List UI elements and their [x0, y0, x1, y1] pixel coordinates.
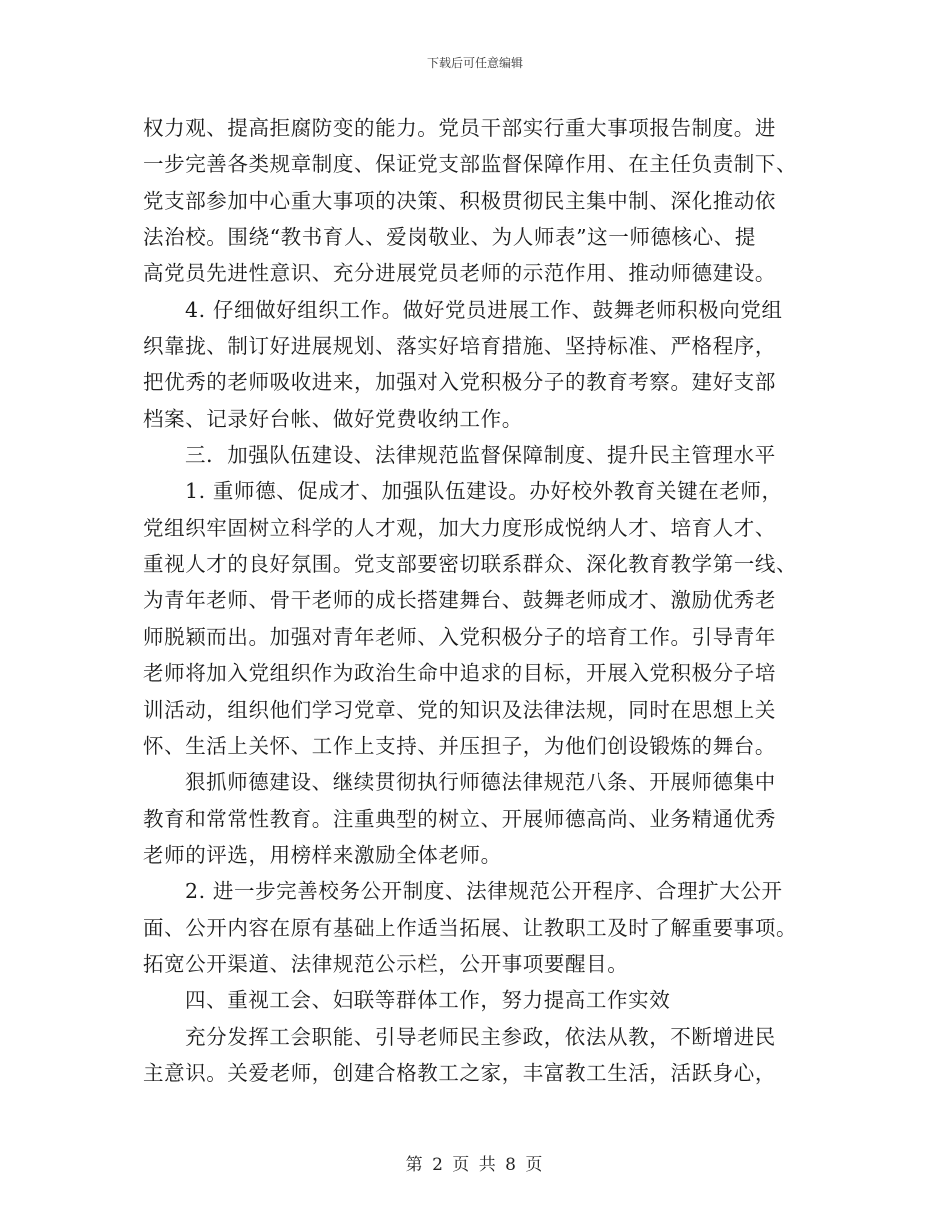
text-line: 重视人才的良好氛围。党支部要密切联系群众、深化教育教学第一线、	[143, 552, 798, 577]
section-heading: 四、重视工会、妇联等群体工作，努力提高工作实效	[185, 988, 671, 1013]
text-line: 法治校。围绕“教书育人、爱岗敬业、为人师表”这一师德核心、提	[143, 225, 756, 250]
text-line: 把优秀的老师吸收进来，加强对入党积极分子的教育考察。建好支部	[143, 370, 776, 395]
text-line: 教育和常常性教育。注重典型的树立、开展师德高尚、业务精通优秀	[143, 806, 776, 831]
text-line: 党组织牢固树立科学的人才观，加大力度形成悦纳人才、培育人才、	[143, 515, 776, 540]
text-line: 档案、记录好台帐、做好党费收纳工作。	[143, 406, 523, 431]
text-line: 老师将加入党组织作为政治生命中追求的目标，开展入党积极分子培	[143, 661, 776, 686]
paragraph-start-line: 狠抓师德建设、继续贯彻执行师德法律规范八条、开展师德集中	[185, 770, 776, 795]
text-line: 面、公开内容在原有基础上作适当拓展、让教职工及时了解重要事项。	[143, 915, 798, 940]
text-line: 党支部参加中心重大事项的决策、积极贯彻民主集中制、深化推动依	[143, 188, 776, 213]
section-heading: 三．加强队伍建设、法律规范监督保障制度、提升民主管理水平	[185, 443, 776, 468]
paragraph-start-line: 4. 仔细做好组织工作。做好党员进展工作、鼓舞老师积极向党组	[185, 297, 783, 322]
text-line: 权力观、提高拒腐防变的能力。党员干部实行重大事项报告制度。进	[143, 116, 776, 140]
text-line: 织靠拢、制订好进展规划、落实好培育措施、坚持标准、严格程序，	[143, 334, 776, 359]
text-line: 主意识。关爱老师，创建合格教工之家，丰富教工生活，活跃身心，	[143, 1060, 776, 1085]
text-line: 为青年老师、骨干老师的成长搭建舞台、鼓舞老师成才、激励优秀老	[143, 588, 776, 613]
document-body	[143, 110, 813, 1091]
paragraph-start-line: 2. 进一步完善校务公开制度、法律规范公开程序、合理扩大公开	[185, 879, 783, 904]
paragraph-start-line: 充分发挥工会职能、引导老师民主参政，依法从教，不断增进民	[185, 1024, 776, 1049]
paragraph-start-line: 1. 重师德、促成才、加强队伍建设。办好校外教育关键在老师，	[185, 479, 783, 504]
text-line: 训活动，组织他们学习党章、党的知识及法律法规，同时在思想上关	[143, 697, 776, 722]
page-header: 下载后可任意编辑	[426, 56, 523, 70]
text-line: 高党员先进性意识、充分进展党员老师的示范作用、推动师德建设。	[143, 261, 776, 286]
text-line: 师脱颖而出。加强对青年老师、入党积极分子的培育工作。引导青年	[143, 624, 776, 649]
text-line: 老师的评选，用榜样来激励全体老师。	[143, 842, 502, 867]
text-line: 怀、生活上关怀、工作上支持、并压担子，为他们创设锻炼的舞台。	[143, 733, 776, 758]
text-line: 一步完善各类规章制度、保证党支部监督保障作用、在主任负责制下、	[143, 152, 798, 177]
page-footer: 第 2 页 共 8 页	[405, 1155, 545, 1175]
text-line: 拓宽公开渠道、法律规范公示栏，公开事项要醒目。	[143, 951, 629, 976]
